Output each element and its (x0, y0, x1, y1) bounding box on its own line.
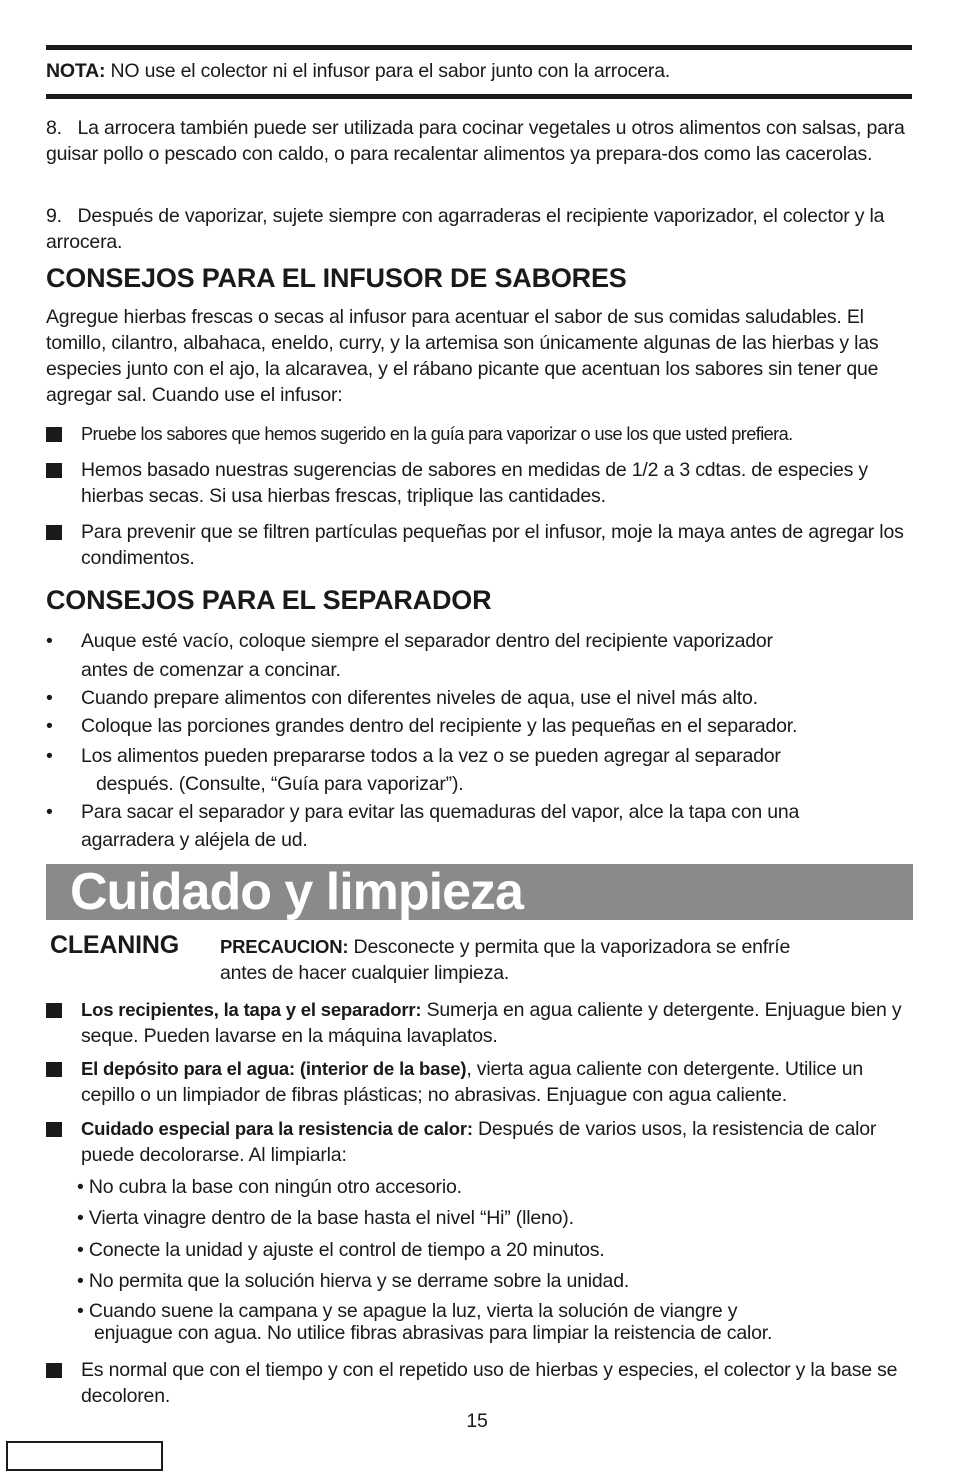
item-8 (46, 115, 914, 167)
item-9 (46, 203, 914, 255)
care-bullet: El depósito para el agua: (interior de la base), vierta agua caliente con detergente. Utilice un cepillo o un limpiador de fibras plásticas; no abrasivas. Enjuague con agua caliente. (46, 1056, 914, 1108)
dot-bullet-icon: • (46, 801, 53, 823)
dot-bullet-icon: • (46, 687, 53, 709)
dot-bullet-icon: • (46, 745, 53, 767)
corner-box (6, 1441, 163, 1471)
item-text: La arrocera también puede ser utilizada para cocinar vegetales u otros alimentos con salsas, para guisar pollo o pescado con caldo, o para recalentar alimentos ya prepara-dos como las cacerolas. (46, 117, 905, 165)
caution-text: Desconecte y permita que la vaporizadora se enfríe (348, 936, 791, 958)
sub-bullet: • No permita que la solución hierva y se derrame sobre la unidad. (77, 1270, 630, 1292)
banner-title: Cuidado y limpieza (70, 863, 523, 921)
infuser-heading: CONSEJOS PARA EL INFUSOR DE SABORES (46, 263, 627, 293)
square-bullet-icon (46, 427, 62, 442)
note-text: NO use el colector ni el infusor para el sabor junto con la arrocera. (105, 60, 671, 82)
square-bullet-icon (46, 1122, 62, 1137)
infuser-intro: Agregue hierbas frescas o secas al infusor para acentuar el sabor de sus comidas saludables. El tomillo, cilantro, albahaca, eneldo, curry, y la artemisa son únicamente algunas de las hierbas y las especies junto con el ajo, la alcaravea, y el rábano picante que acentuan los sabores sin tener que agregar sal. Cuando use el infusor: (46, 306, 879, 406)
separator-bullet: • Coloque las porciones grandes dentro del recipiente y las pequeñas en el separador. (46, 713, 914, 740)
section-banner (46, 864, 913, 920)
sub-bullet: • Conecte la unidad y ajuste el control de tiempo a 20 minutos. (77, 1239, 605, 1261)
cleaning-label: CLEANING (50, 931, 179, 959)
sub-bullet: • No cubra la base con ningún otro accesorio. (77, 1176, 462, 1198)
dot-bullet-icon: • (46, 630, 53, 652)
infuser-bullet: Hemos basado nuestras sugerencias de sabores en medidas de 1/2 a 3 cdtas. de especies y hierbas secas. Si usa hierbas frescas, triplique las cantidades. (46, 457, 914, 509)
infuser-bullet: Para prevenir que se filtren partículas pequeñas por el infusor, moje la maya antes de agregar los condimentos. (46, 519, 914, 571)
square-bullet-icon (46, 1363, 62, 1378)
separator-bullet: • Cuando prepare alimentos con diferentes niveles de aqua, use el nivel más alto. (46, 685, 914, 712)
care-bullet: Los recipientes, la tapa y el separadorr: Sumerja en agua caliente y detergente. Enjuague bien y seque. Pueden lavarse en la máquina lavaplatos. (46, 997, 914, 1049)
separator-heading: CONSEJOS PARA EL SEPARADOR (46, 585, 492, 615)
note (46, 58, 914, 84)
dot-bullet-icon: • (46, 715, 53, 737)
item-number: 9. (46, 205, 62, 227)
infuser-bullet: Pruebe los sabores que hemos sugerido en la guía para vaporizar o use los que usted prefiera. (46, 421, 914, 447)
caution-text-2: antes de hacer cualquier limpieza. (220, 962, 510, 984)
square-bullet-icon (46, 1003, 62, 1018)
item-text: Después de vaporizar, sujete siempre con agarraderas el recipiente vaporizador, el colector y la arrocera. (46, 205, 885, 253)
separator-bullet: • Los alimentos pueden prepararse todos a la vez o se pueden agregar al separador después. (Consulte, “Guía para vaporizar”). (46, 742, 914, 798)
note-label: NOTA: (46, 60, 106, 82)
square-bullet-icon (46, 463, 62, 478)
care-bullet-last: Es normal que con el tiempo y con el repetido uso de hierbas y especies, el colector y la base se decoloren. (46, 1357, 914, 1409)
top-rule (46, 45, 912, 50)
caution (220, 934, 920, 986)
item-number: 8. (46, 117, 62, 139)
square-bullet-icon (46, 525, 62, 540)
caution-label: PRECAUCION: (220, 936, 349, 957)
care-bullet: Cuidado especial para la resistencia de calor: Después de varios usos, la resistencia de calor puede decolorarse. Al limpiarla: (46, 1116, 914, 1168)
separator-bullet: • Auque esté vacío, coloque siempre el separador dentro del recipiente vaporizador antes de comenzar a concinar. (46, 627, 914, 685)
sub-bullet: • Vierta vinagre dentro de la base hasta el nivel “Hi” (lleno). (77, 1207, 574, 1229)
sub-bullet: • Cuando suene la campana y se apague la luz, vierta la solución de viangre y enjuague con agua. No utilice fibras abrasivas para limpiar la reistencia de calor. (77, 1300, 773, 1344)
bottom-rule (46, 94, 912, 99)
square-bullet-icon (46, 1062, 62, 1077)
separator-bullet: • Para sacar el separador y para evitar las quemaduras del vapor, alce la tapa con una agarradera y aléjela de ud. (46, 798, 914, 854)
page-number: 15 (466, 1410, 488, 1432)
